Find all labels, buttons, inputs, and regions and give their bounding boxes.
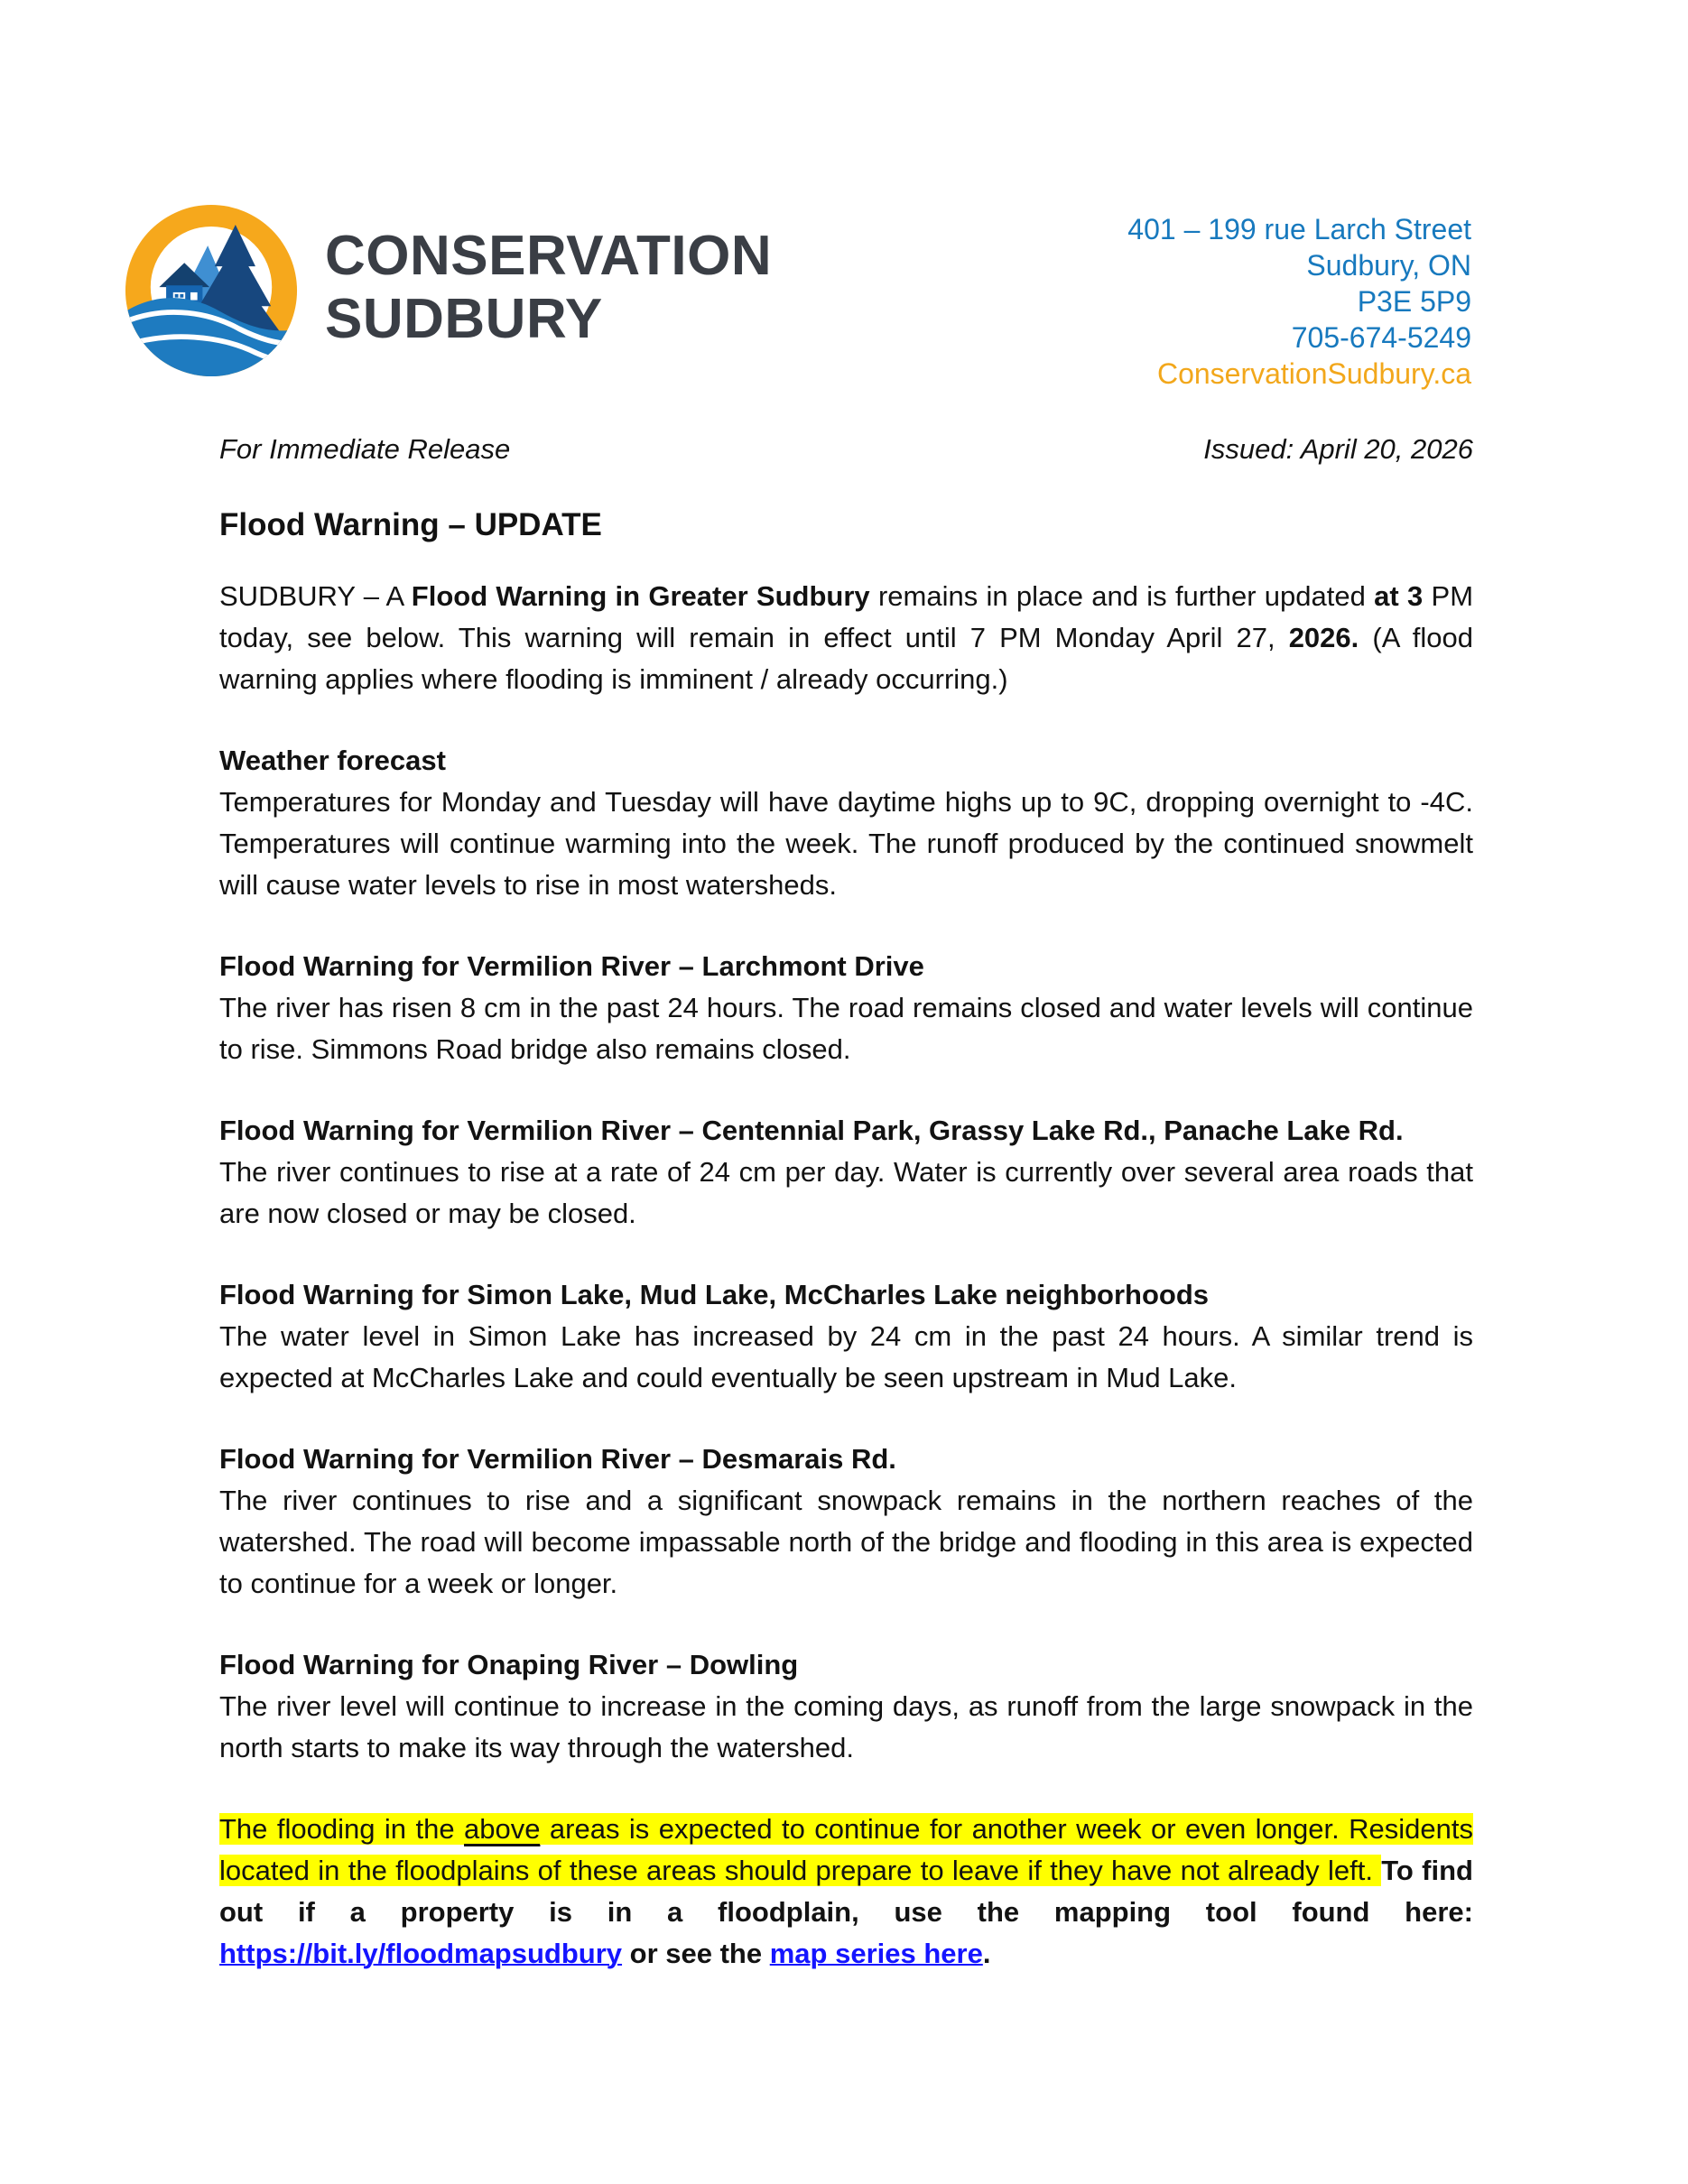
- section-heading: Flood Warning for Vermilion River – Larchmont Drive: [219, 950, 924, 982]
- logo-wordmark-line1: CONSERVATION: [325, 225, 773, 287]
- logo-mark-icon: [125, 204, 298, 377]
- alert-bold-3: .: [982, 1938, 991, 1969]
- intro-bold-1: Flood Warning in Greater Sudbury: [411, 580, 870, 612]
- section-heading: Flood Warning for Vermilion River – Centennial Park, Grassy Lake Rd., Panache Lake Rd.: [219, 1115, 1404, 1146]
- contact-postal-code: P3E 5P9: [1357, 285, 1471, 318]
- section-heading: Flood Warning for Simon Lake, Mud Lake, McCharles Lake neighborhoods: [219, 1279, 1210, 1310]
- intro-paragraph: [219, 576, 1473, 700]
- section-vermilion-centennial: [219, 1110, 1473, 1235]
- section-heading: Flood Warning for Vermilion River – Desmarais Rd.: [219, 1443, 896, 1475]
- intro-text-4: (A flood warning applies where flooding is imminent / already occurring.): [219, 622, 1473, 695]
- release-statement: For Immediate Release: [219, 433, 511, 465]
- alert-highlight-underlined: above: [464, 1813, 541, 1845]
- section-body: Temperatures for Monday and Tuesday will have daytime highs up to 9C, dropping overnight to -4C. Temperatures will continue warming into the week. The runoff produced by the continued snowmelt will cause water levels to rise in most watersheds.: [219, 786, 1473, 901]
- header: [0, 0, 1688, 392]
- contact-address-line1: 401 – 199 rue Larch Street: [1127, 213, 1471, 245]
- floodmap-url-link[interactable]: https://bit.ly/floodmapsudbury: [219, 1938, 623, 1969]
- logo-wordmark-line2: SUDBURY: [325, 288, 603, 350]
- conservation-sudbury-logo: [125, 204, 772, 377]
- section-heading: Flood Warning for Onaping River – Dowling: [219, 1649, 799, 1680]
- map-series-link[interactable]: map series here: [769, 1938, 983, 1969]
- document-body: [0, 433, 1688, 1975]
- issued-date: Issued: April 20, 2026: [1203, 433, 1473, 465]
- section-vermilion-desmarais: [219, 1439, 1473, 1605]
- alert-bold-2: or see the: [622, 1938, 770, 1969]
- section-body: The water level in Simon Lake has increased by 24 cm in the past 24 hours. A similar trend is expected at McCharles Lake and could eventually be seen upstream in Mud Lake.: [219, 1320, 1473, 1393]
- section-onaping-dowling: [219, 1644, 1473, 1769]
- section-heading: Weather forecast: [219, 745, 446, 776]
- section-body: The river level will continue to increase in the coming days, as runoff from the large snowpack in the north starts to make its way through the watershed.: [219, 1690, 1473, 1763]
- section-weather-forecast: [219, 740, 1473, 906]
- intro-bold-2: at 3: [1374, 580, 1424, 612]
- page-title: Flood Warning – UPDATE: [219, 507, 602, 542]
- alert-bold-1: To find out if a property is in a floodplain, use the mapping tool found here:: [219, 1855, 1473, 1928]
- contact-website-link[interactable]: ConservationSudbury.ca: [1156, 357, 1471, 390]
- logo-wordmark: [325, 225, 772, 351]
- contact-phone: 705-674-5249: [1291, 321, 1471, 354]
- section-body: The river continues to rise at a rate of 24 cm per day. Water is currently over several area roads that are now closed or may be closed.: [219, 1156, 1473, 1229]
- section-vermilion-larchmont: [219, 946, 1473, 1070]
- section-simon-mud-mccharles: [219, 1274, 1473, 1399]
- contact-address-line2: Sudbury, ON: [1306, 249, 1471, 282]
- alert-highlight-1: The flooding in the: [219, 1813, 465, 1845]
- intro-text-1: SUDBURY – A: [219, 580, 412, 612]
- section-body: The river has risen 8 cm in the past 24 hours. The road remains closed and water levels will continue to rise. Simmons Road bridge also remains closed.: [219, 992, 1473, 1065]
- section-body: The river continues to rise and a significant snowpack remains in the northern reaches of the watershed. The road will become impassable north of the bridge and flooding in this area is expected to continue for a week or longer.: [219, 1485, 1473, 1599]
- intro-text-2: remains in place and is further updated: [869, 580, 1375, 612]
- intro-text-3: PM today, see below. This warning will remain in effect until 7 PM Monday April 27,: [219, 580, 1474, 653]
- alert-paragraph: [219, 1809, 1473, 1975]
- release-row: [219, 433, 1473, 466]
- alert-highlight-2: areas is expected to continue for another week or even longer. Residents located in the floodplains of these areas should prepare to leave if they have not already left.: [219, 1813, 1474, 1886]
- intro-bold-3: 2026.: [1288, 622, 1359, 653]
- contact-block: [1127, 211, 1471, 392]
